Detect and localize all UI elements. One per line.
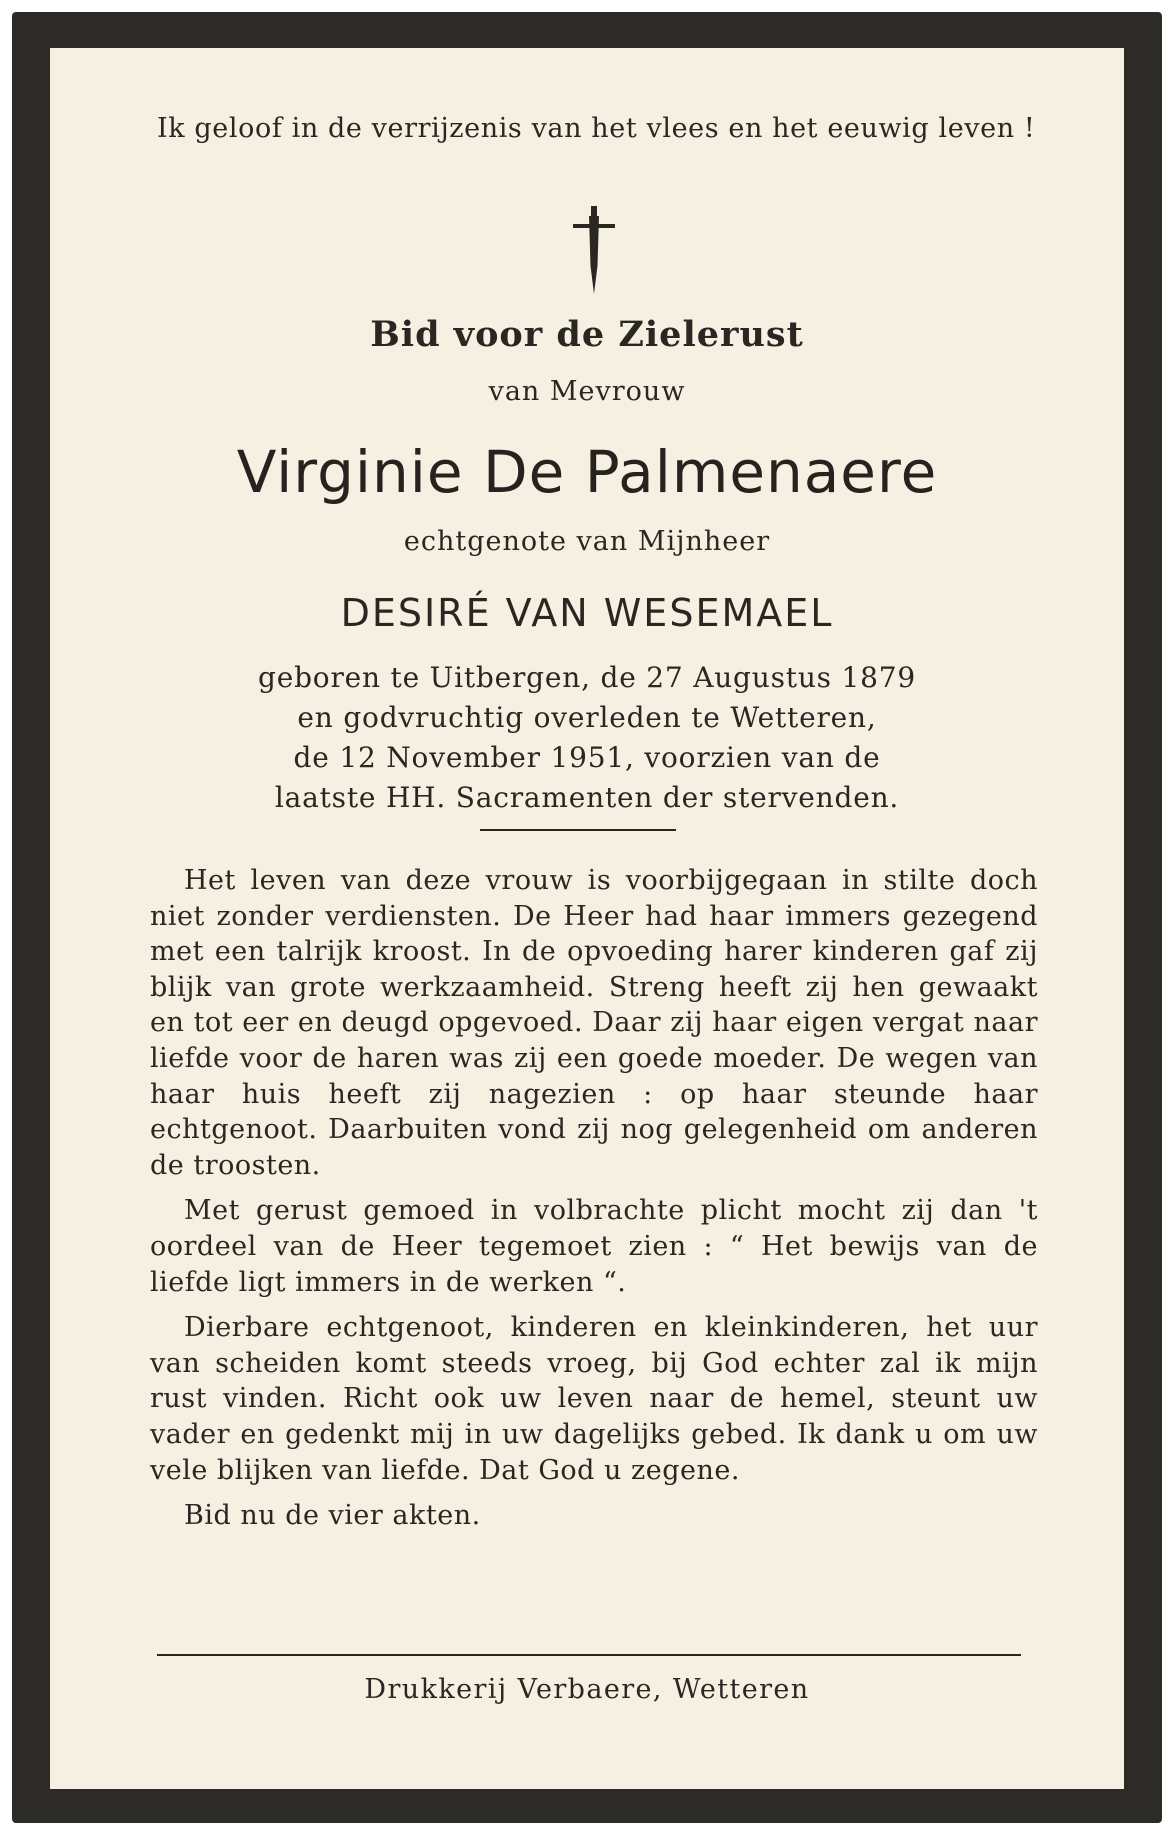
cross-icon xyxy=(570,206,618,296)
spouse-intro: echtgenote van Mijnheer xyxy=(403,526,771,557)
prayer-heading: Bid voor de Zielerust xyxy=(370,314,804,355)
honorific-line: van Mevrouw xyxy=(488,376,686,407)
deceased-name: Virginie De Palmenaere xyxy=(236,438,938,506)
memorial-card-paper xyxy=(50,48,1124,1789)
memorial-paragraph: Dierbare echtgenoot, kinderen en kleinkinderen, het uur van scheiden komt steeds vroeg, bij God echter zal ik mijn rust vinden. Richt ook uw leven naar de hemel, steunt uw vader en gedenkt mij in uw dagelijks gebed. Ik dank u om uw vele blijken van liefde. Dat God u zegene. xyxy=(150,1312,1038,1486)
memorial-text xyxy=(150,863,1038,1544)
birth-death-details xyxy=(50,658,1124,818)
memorial-card-border xyxy=(12,12,1162,1823)
epigraph-text: Ik geloof in de verrijzenis van het vlees en het eeuwig leven ! xyxy=(157,113,1036,144)
memorial-paragraph: Met gerust gemoed in volbrachte plicht mocht zij dan 't oordeel van de Heer tegemoet zien : “ Het bewijs van de liefde ligt immers in de werken “. xyxy=(150,1195,1038,1298)
spouse-name: DESIRÉ VAN WESEMAEL xyxy=(340,591,834,635)
closing-prayer: Bid nu de vier akten. xyxy=(184,1500,481,1532)
details-line: geboren te Uitbergen, de 27 Augustus 1879 xyxy=(257,661,916,694)
details-line: en godvruchtig overleden te Wetteren, xyxy=(297,701,877,734)
memorial-paragraph: Het leven van deze vrouw is voorbijgegaan in stilte doch niet zonder verdiensten. De Heer had haar immers gezegend met een talrijk kroost. In de opvoeding harer kinderen gaf zij blijk van grote werkzaamheid. Streng heeft zij hen gewaakt en tot eer en deugd opgevoed. Daar zij haar eigen vergat naar liefde voor de haren was zij een goede moeder. De wegen van haar huis heeft zij nagezien : op haar steunde haar echtgenoot. Daarbuiten vond zij nog gelegenheid om anderen de troosten. xyxy=(150,865,1038,1181)
divider-short xyxy=(480,829,676,831)
details-line: de 12 November 1951, voorzien van de xyxy=(293,741,881,774)
details-line: laatste HH. Sacramenten der stervenden. xyxy=(274,781,900,814)
printer-credit: Drukkerij Verbaere, Wetteren xyxy=(364,1674,810,1705)
divider-long xyxy=(157,1654,1021,1656)
